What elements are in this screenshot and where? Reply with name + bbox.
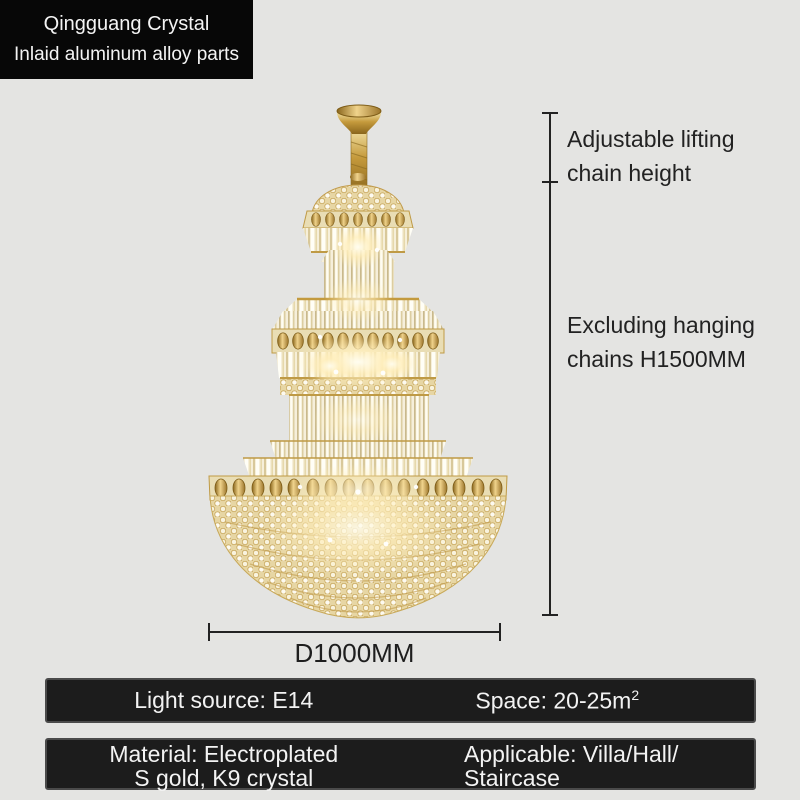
height-dimension-line — [549, 112, 551, 616]
spec-light-source: Light source: E14 — [134, 687, 314, 713]
hanging-height-annotation — [567, 308, 755, 376]
dimension-tick-middle — [542, 181, 558, 183]
brand-badge — [0, 0, 253, 79]
brand-badge-line1: Qingguang Crystal — [43, 13, 210, 35]
spec-space-superscript: 2 — [631, 686, 640, 703]
lifting-annotation-line1: Adjustable lifting — [567, 126, 735, 152]
spec-applicable — [464, 742, 678, 790]
lifting-annotation-line2: chain height — [567, 160, 692, 186]
spec-applicable-line2: Staircase — [464, 765, 560, 791]
spec-material-line1: Material: Electroplated — [109, 741, 339, 767]
spec-bar-primary — [45, 678, 756, 723]
spec-applicable-line1: Applicable: Villa/Hall/ — [464, 741, 679, 767]
dimension-tick-top — [542, 112, 558, 114]
diameter-dimension-line — [208, 631, 501, 668]
height-annotation-line1: Excluding hanging — [567, 312, 755, 338]
spec-material-line2: S gold, K9 crystal — [134, 765, 314, 791]
spec-material — [47, 742, 401, 790]
diameter-label: D1000MM — [294, 638, 415, 668]
lifting-chain-annotation — [567, 122, 735, 190]
dimension-tick-bottom — [542, 614, 558, 616]
spec-space-text: Space: 20-25m — [475, 687, 632, 714]
spec-bar-secondary — [45, 738, 756, 790]
height-annotation-line2: chains H1500MM — [567, 346, 746, 372]
brand-badge-line2: Inlaid aluminum alloy parts — [14, 44, 239, 65]
spec-space — [401, 687, 755, 715]
